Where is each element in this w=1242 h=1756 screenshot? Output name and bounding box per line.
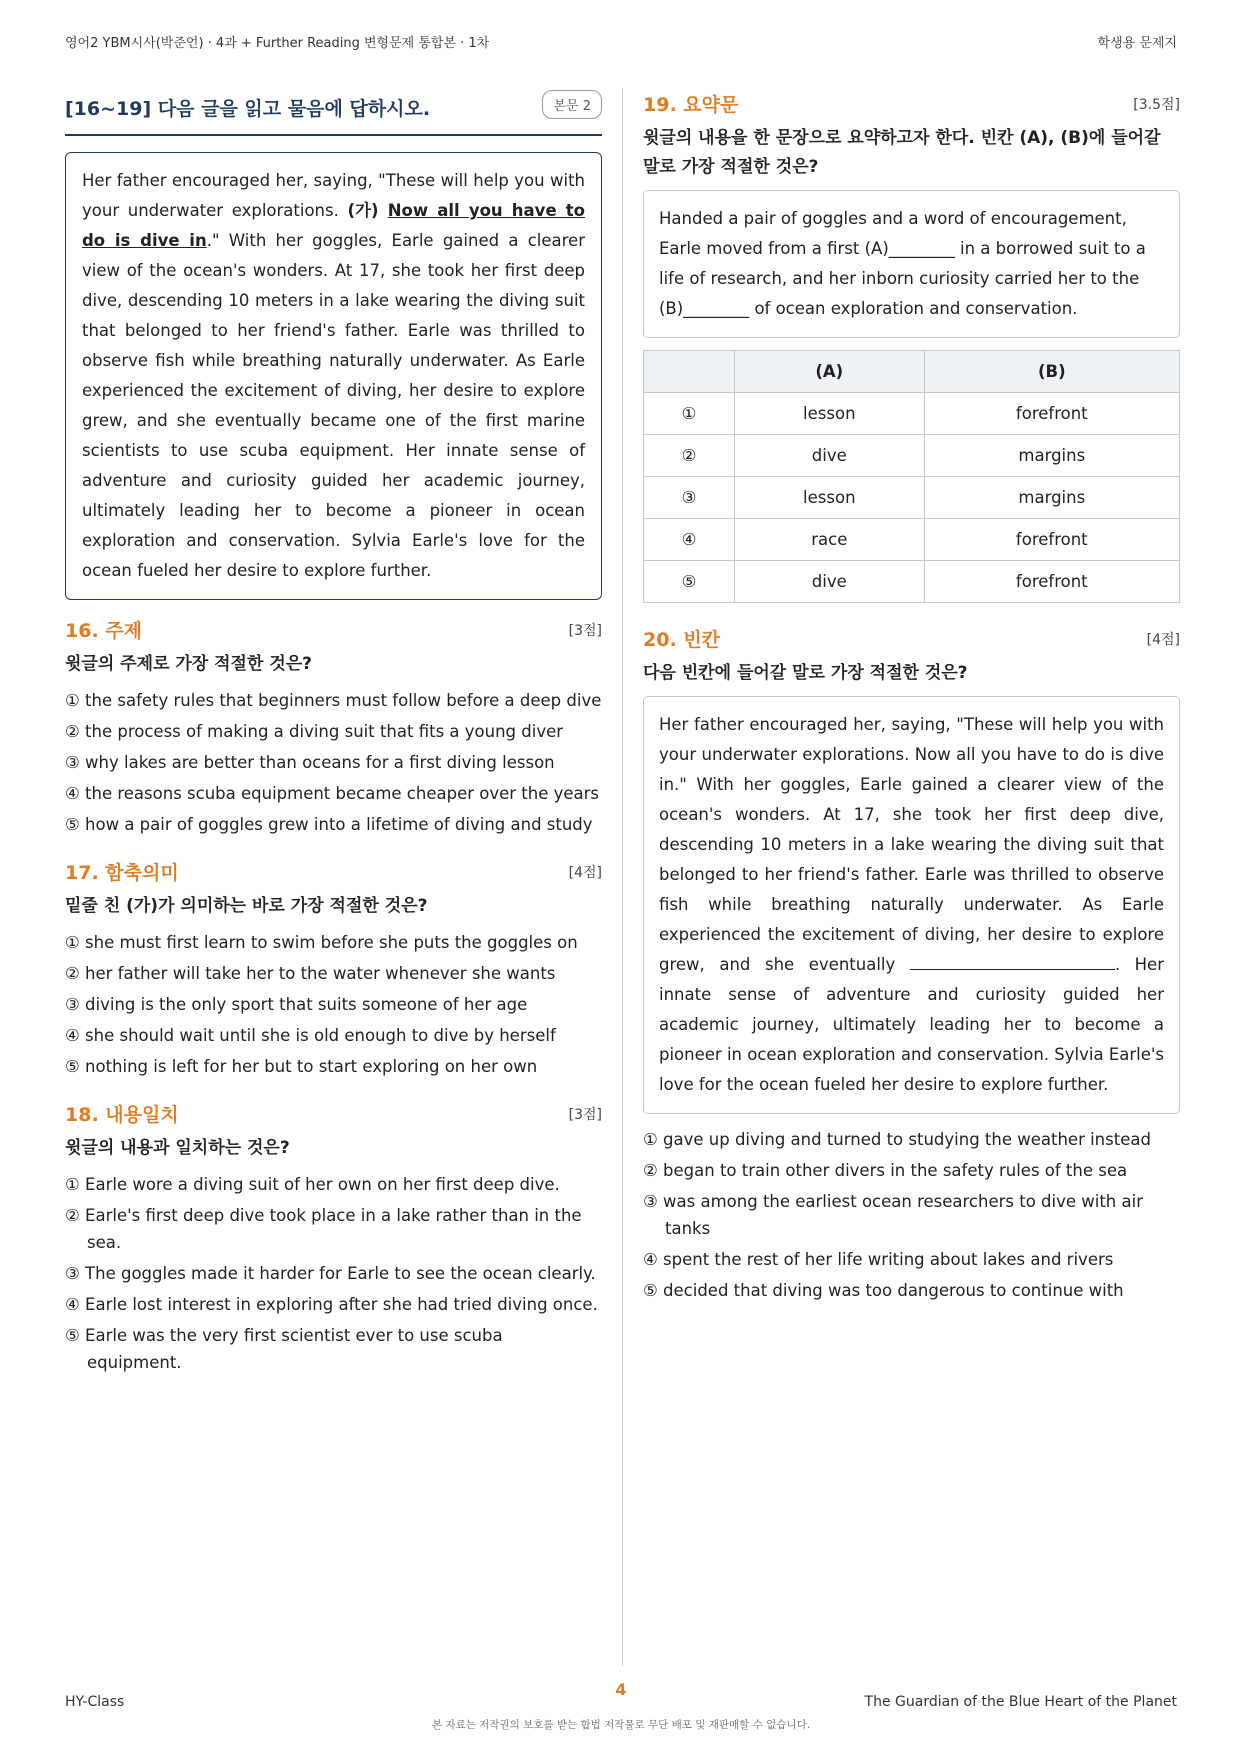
row-number: ② [644, 435, 735, 477]
q18-option[interactable]: ② Earle's first deep dive took place in a lake rather than in the sea. [65, 1206, 582, 1252]
q17-option[interactable]: ⑤ nothing is left for her but to start exploring on her own [65, 1057, 538, 1076]
q16-option[interactable]: ⑤ how a pair of goggles grew into a lifetime of diving and study [65, 815, 593, 834]
q17-points: [4점] [568, 865, 602, 881]
q18-points: [3점] [568, 1107, 602, 1123]
blank-passage [643, 696, 1180, 1114]
q19-points: [3.5점] [1133, 97, 1180, 113]
answer-table [643, 350, 1180, 603]
table-header-b: (B) [924, 351, 1179, 393]
q17-option[interactable]: ① she must first learn to swim before she puts the goggles on [65, 933, 578, 952]
q17-option[interactable]: ③ diving is the only sport that suits someone of her age [65, 995, 528, 1014]
row-b: forefront [924, 561, 1179, 603]
passage-text-2: ." With her goggles, Earle gained a clearer view of the ocean's wonders. At 17, she took her first deep dive, descending 10 meters in a lake wearing the diving suit that belonged to her friend's father. Earle was thrilled to observe fish while breathing naturally underwater. As Earle experienced the excitement of diving, her desire to explore grew, and she eventually became one of the first marine scientists to use scuba equipment. Her innate sense of adventure and curiosity guided her academic journey, ultimately leading her to become a pioneer in ocean exploration and conservation. Sylvia Earle's love for the ocean fueled her desire to explore further. [82, 231, 585, 580]
q20-option[interactable]: ④ spent the rest of her life writing about lakes and rivers [643, 1250, 1114, 1269]
q17-options [65, 929, 602, 1080]
row-number: ① [644, 393, 735, 435]
q18-option[interactable]: ⑤ Earle was the very first scientist ever to use scuba equipment. [65, 1326, 503, 1372]
passage-text-1: Her father encouraged her, saying, "These will help you with your underwater explorations. [82, 171, 585, 220]
q16-header [65, 614, 602, 644]
table-header-row [644, 351, 1180, 393]
blank-text-before: Her father encouraged her, saying, "These will help you with your underwater explorations. Now all you have to do is dive in." With her goggles, Earle gained a clearer view of the ocean's wonders. At 17, she took her first deep dive, descending 10 meters in a lake wearing the diving suit that belonged to her friend's father. Earle was thrilled to observe fish while breathing naturally underwater. As Earle experienced the excitement of diving, her desire to explore grew, and she eventually [659, 715, 1164, 974]
q16-option[interactable]: ③ why lakes are better than oceans for a first diving lesson [65, 753, 555, 772]
section-title: [16~19] 다음 글을 읽고 물음에 답하시오. [65, 98, 431, 120]
q20-option[interactable]: ⑤ decided that diving was too dangerous to continue with [643, 1281, 1124, 1300]
section-header [65, 88, 602, 136]
passage-underlined: Now all you have to do is dive in [82, 201, 586, 250]
left-column [65, 88, 602, 1380]
row-a: dive [735, 435, 925, 477]
q20-header [643, 623, 1180, 653]
blank-text-after: . Her innate sense of adventure and curiosity guided her academic journey, ultimately leading her to become a pioneer in ocean exploration and conservation. Sylvia Earle's love for the ocean fueled her desire to explore further. [659, 955, 1165, 1094]
q18-option[interactable]: ③ The goggles made it harder for Earle to see the ocean clearly. [65, 1264, 596, 1283]
q17-number: 17. 함축의미 [65, 862, 179, 884]
q18-prompt: 윗글의 내용과 일치하는 것은? [65, 1138, 290, 1158]
table-header-blank [644, 351, 735, 393]
copyright-notice: 본 자료는 저작권의 보호를 받는 합법 저작물로 무단 배포 및 재판매할 수 없습니다. [431, 1719, 811, 1731]
page-number: 4 [615, 1680, 627, 1699]
table-row[interactable] [644, 561, 1180, 603]
q19-number: 19. 요약문 [643, 94, 739, 116]
table-row[interactable] [644, 393, 1180, 435]
q16-options [65, 687, 602, 838]
q20-option[interactable]: ② began to train other divers in the safety rules of the sea [643, 1161, 1128, 1180]
q16-option[interactable]: ④ the reasons scuba equipment became cheaper over the years [65, 784, 600, 803]
q20-options [643, 1126, 1180, 1304]
column-divider [622, 88, 623, 1666]
q20-prompt: 다음 빈칸에 들어갈 말로 가장 적절한 것은? [643, 663, 968, 683]
row-number: ④ [644, 519, 735, 561]
q19-prompt: 윗글의 내용을 한 문장으로 요약하고자 한다. 빈칸 (A), (B)에 들어갈 말로 가장 적절한 것은? [643, 128, 1161, 177]
row-number: ⑤ [644, 561, 735, 603]
footer-right: The Guardian of the Blue Heart of the Planet [864, 1694, 1177, 1710]
q20-points: [4점] [1146, 632, 1180, 648]
q17-header [65, 856, 602, 886]
q16-points: [3점] [568, 623, 602, 639]
q19-header [643, 88, 1180, 118]
table-header-a: (A) [735, 351, 925, 393]
header-left: 영어2 YBM시사(박준언) · 4과 + Further Reading 변형문제 통합본 · 1차 [65, 36, 490, 51]
table-row[interactable] [644, 519, 1180, 561]
reading-passage [65, 152, 602, 600]
q20-option[interactable]: ③ was among the earliest ocean researchers to dive with air tanks [643, 1192, 1143, 1238]
q16-option[interactable]: ② the process of making a diving suit that fits a young diver [65, 722, 564, 741]
row-a: lesson [735, 477, 925, 519]
q16-option[interactable]: ① the safety rules that beginners must follow before a deep dive [65, 691, 602, 710]
table-row[interactable] [644, 435, 1180, 477]
q20-number: 20. 빈칸 [643, 629, 720, 651]
table-row[interactable] [644, 477, 1180, 519]
section-badge: 본문 2 [542, 90, 602, 119]
row-b: forefront [924, 519, 1179, 561]
q18-option[interactable]: ① Earle wore a diving suit of her own on her first deep dive. [65, 1175, 560, 1194]
right-column [643, 88, 1180, 1308]
q18-option[interactable]: ④ Earle lost interest in exploring after she had tried diving once. [65, 1295, 598, 1314]
q17-option[interactable]: ④ she should wait until she is old enough to dive by herself [65, 1026, 556, 1045]
header-right: 학생용 문제지 [1097, 36, 1177, 51]
q16-number: 16. 주제 [65, 620, 142, 642]
row-a: race [735, 519, 925, 561]
q17-option[interactable]: ② her father will take her to the water whenever she wants [65, 964, 556, 983]
row-a: lesson [735, 393, 925, 435]
q16-prompt: 윗글의 주제로 가장 적절한 것은? [65, 654, 313, 674]
row-b: margins [924, 435, 1179, 477]
summary-box: Handed a pair of goggles and a word of encouragement, Earle moved from a first (A)________ in a borrowed suit to a life of research, and her inborn curiosity carried her to the (B)________ of ocean exploration and conservation. [643, 190, 1180, 338]
q17-prompt: 밑줄 친 (가)가 의미하는 바로 가장 적절한 것은? [65, 896, 428, 916]
q18-header [65, 1098, 602, 1128]
q18-number: 18. 내용일치 [65, 1104, 179, 1126]
row-a: dive [735, 561, 925, 603]
row-number: ③ [644, 477, 735, 519]
q18-options [65, 1171, 602, 1376]
footer-left: HY-Class [65, 1694, 125, 1710]
row-b: forefront [924, 393, 1179, 435]
answer-blank [910, 953, 1115, 970]
row-b: margins [924, 477, 1179, 519]
q20-option[interactable]: ① gave up diving and turned to studying the weather instead [643, 1130, 1151, 1149]
passage-marker: (가) [347, 201, 388, 220]
